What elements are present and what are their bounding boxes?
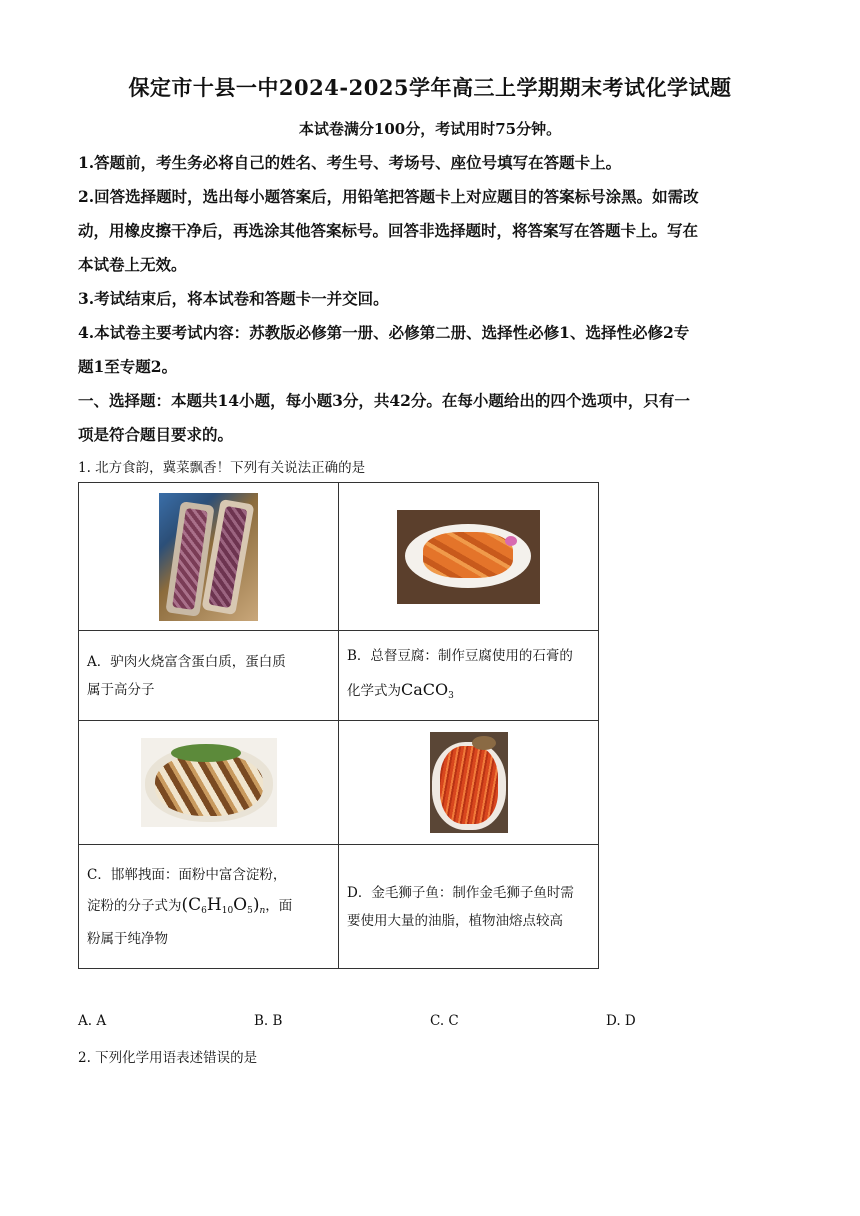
instruction-line: 动，用橡皮擦干净后，再选涂其他答案标号。回答非选择题时，将答案写在答题卡上。写在 <box>78 221 699 240</box>
question-2-stem: 2. 下列化学用语表述错误的是 <box>78 1050 258 1066</box>
image-cell-c <box>79 721 339 845</box>
section-heading: 项是符合题目要求的。 <box>78 425 234 444</box>
caco3-formula <box>401 680 454 699</box>
option-b-text: 化学式为 <box>347 682 401 699</box>
answer-option-d[interactable]: D. D <box>606 1013 636 1029</box>
answer-option-c[interactable]: C. C <box>430 1013 459 1029</box>
option-a-line: 属于高分子 <box>87 681 155 698</box>
formula-main: CaCO <box>401 679 449 699</box>
option-c-line: 粉属于纯净物 <box>87 930 168 947</box>
option-b-line <box>347 676 590 710</box>
option-d-line: 要使用大量的油脂，植物油熔点较高 <box>347 912 563 929</box>
instruction-line: 4.本试卷主要考试内容：苏教版必修第一册、必修第二册、选择性必修1、选择性必修2专 <box>78 323 690 342</box>
option-c-text: ，面 <box>265 897 293 914</box>
image-cell-d <box>339 721 599 845</box>
formula-h: H <box>206 894 222 915</box>
answer-option-a[interactable]: A. A <box>78 1013 107 1029</box>
pulled-noodles-photo <box>141 738 277 827</box>
exam-title: 保定市十县一中2024-2025学年高三上学期期末考试化学试题 <box>128 75 732 100</box>
formula-sub: 10 <box>221 905 234 916</box>
formula-n: n <box>259 905 266 916</box>
formula-o: O <box>233 894 248 915</box>
formula-sub: 5 <box>247 905 253 916</box>
formula-sub: 6 <box>201 905 207 916</box>
formula-subscript: 3 <box>448 690 454 701</box>
option-c-line <box>87 891 330 925</box>
option-a-cell <box>79 631 339 721</box>
instruction-line: 3.考试结束后，将本试卷和答题卡一并交回。 <box>78 289 389 308</box>
instruction-line: 题1至专题2。 <box>78 357 178 376</box>
option-d-line: D．金毛狮子鱼：制作金毛狮子鱼时需 <box>347 884 574 901</box>
tofu-dish-photo <box>397 510 540 604</box>
formula-c: C <box>188 894 202 915</box>
option-b-line: B．总督豆腐：制作豆腐使用的石膏的 <box>347 647 573 664</box>
lion-fish-photo <box>430 732 508 833</box>
option-c-text: 淀粉的分子式为 <box>87 897 182 914</box>
section-heading: 一、选择题：本题共14小题，每小题3分，共42分。在每小题给出的四个选项中，只有一 <box>78 391 690 410</box>
answer-option-b[interactable]: B. B <box>254 1013 283 1029</box>
donkey-burger-photo <box>159 493 258 621</box>
option-d-cell <box>339 845 599 969</box>
starch-formula: $(C_6H_{10}O_5)_n$ <box>181 894 266 916</box>
option-c-line: C．邯郸拽面：面粉中富含淀粉， <box>87 866 287 883</box>
option-b-cell <box>339 631 599 721</box>
instruction-line: 2.回答选择题时，选出每小题答案后，用铅笔把答题卡上对应题目的答案标号涂黑。如需改 <box>78 187 699 206</box>
question-1-table <box>78 482 599 969</box>
instruction-line: 1.答题前，考生务必将自己的姓名、考生号、考场号、座位号填写在答题卡上。 <box>78 153 622 172</box>
question-1-stem: 1. 北方食韵，冀菜飘香！下列有关说法正确的是 <box>78 460 366 476</box>
option-c-cell <box>79 845 339 969</box>
exam-subtitle: 本试卷满分100分，考试用时75分钟。 <box>298 120 562 138</box>
image-cell-b <box>339 483 599 631</box>
instruction-line: 本试卷上无效。 <box>78 255 187 274</box>
image-cell-a <box>79 483 339 631</box>
option-a-line: A．驴肉火烧富含蛋白质，蛋白质 <box>87 653 286 670</box>
